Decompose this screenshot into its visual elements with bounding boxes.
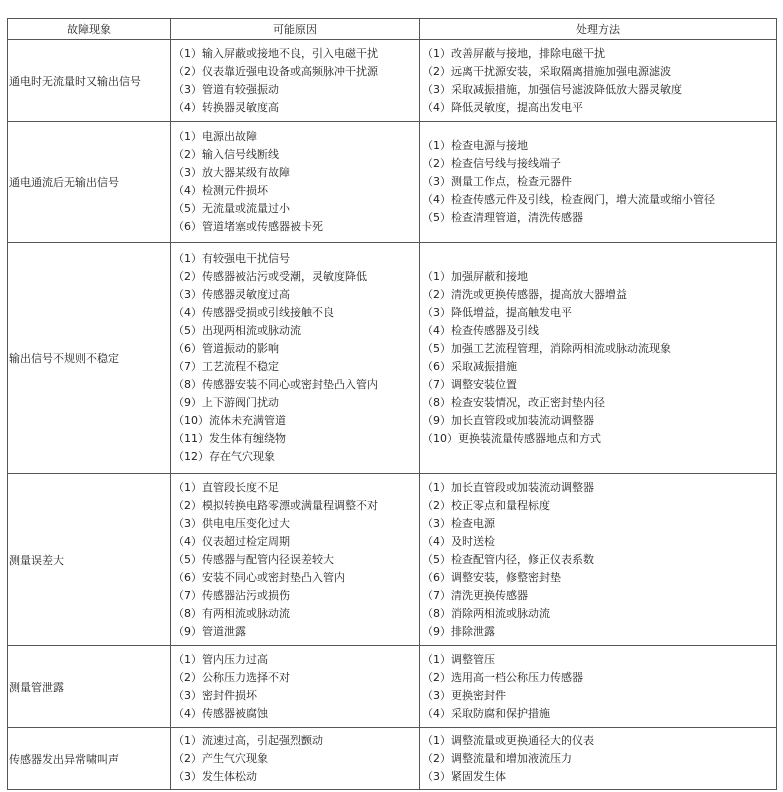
methods-cell (420, 122, 777, 243)
method-item: （5）检查配管内径，修正仪表系数 (422, 552, 594, 566)
method-item: （4）降低灵敏度，提高出发电平 (422, 100, 583, 114)
cause-item: （5）出现两相流或脉动流 (173, 324, 301, 337)
troubleshooting-table (7, 18, 777, 790)
cause-item: （5）传感器与配管内径误差较大 (173, 552, 334, 566)
method-item: （2）选用高一档公称压力传感器 (422, 670, 583, 684)
causes-cell (171, 243, 420, 474)
method-item: （2）清洗或更换传感器，提高放大器增益 (422, 288, 627, 301)
table-row (8, 243, 777, 474)
cause-item: （11）发生体有缠绕物 (173, 432, 286, 445)
cause-item: （2）产生气穴现象 (173, 751, 268, 765)
cause-item: （3）发生体松动 (173, 769, 257, 783)
method-item: （1）检查电源与接地 (422, 139, 528, 152)
cause-item: （4）检测元件损坏 (173, 184, 268, 197)
method-item: （3）测量工作点，检查元器件 (422, 175, 572, 188)
cause-item: （2）模拟转换电路零漂或满量程调整不对 (173, 498, 378, 512)
method-item: （9）加长直管段或加装流动调整器 (422, 414, 594, 427)
method-item: （3）更换密封件 (422, 688, 506, 702)
method-item: （5）加强工艺流程管理，消除两相流或脉动流现象 (422, 342, 671, 355)
cause-item: （2）传感器被沾污或受潮，灵敏度降低 (173, 270, 367, 283)
cause-item: （9）管道泄露 (173, 624, 246, 638)
methods-cell (420, 243, 777, 474)
methods-cell (420, 728, 777, 790)
method-item: （3）降低增益，提高触发电平 (422, 306, 572, 319)
cause-item: （2）公称压力选择不对 (173, 670, 290, 684)
method-item: （2）校正零点和量程标度 (422, 498, 550, 512)
method-item: （9）排除泄露 (422, 624, 495, 638)
method-item: （10）更换装流量传感器地点和方式 (422, 432, 601, 445)
method-item: （2）检查信号线与接线端子 (422, 157, 561, 170)
header-symptom: 故障现象 (8, 19, 171, 40)
symptom-cell: 通电时无流量时又输出信号 (8, 40, 171, 122)
cause-item: （4）转换器灵敏度高 (173, 100, 279, 114)
cause-item: （3）管道有较强振动 (173, 82, 279, 96)
cause-item: （9）上下游阀门扰动 (173, 396, 279, 409)
cause-item: （4）传感器被腐蚀 (173, 706, 268, 720)
method-item: （3）紧固发生体 (422, 769, 506, 783)
cause-item: （8）传感器安装不同心或密封垫凸入管内 (173, 378, 378, 391)
methods-cell (420, 474, 777, 646)
cause-item: （3）放大器某级有故障 (173, 166, 290, 179)
method-item: （7）清洗更换传感器 (422, 588, 528, 602)
cause-item: （1）管内压力过高 (173, 652, 268, 666)
method-item: （7）调整安装位置 (422, 378, 517, 391)
cause-item: （1）输入屏蔽或接地不良，引入电磁干扰 (173, 46, 378, 60)
symptom-cell: 传感器发出异常啸叫声 (8, 728, 171, 790)
cause-item: （2）仪表靠近强电设备或高频脉冲干扰源 (173, 64, 378, 78)
causes-cell (171, 646, 420, 728)
symptom-cell: 通电通流后无输出信号 (8, 122, 171, 243)
causes-cell (171, 122, 420, 243)
cause-item: （1）电源出故障 (173, 130, 257, 143)
cause-item: （6）安装不同心或密封垫凸入管内 (173, 570, 345, 584)
table-row (8, 40, 777, 122)
cause-item: （6）管道振动的影响 (173, 342, 279, 355)
method-item: （5）检查清理管道，清洗传感器 (422, 211, 583, 224)
methods-cell (420, 40, 777, 122)
method-item: （8）检查安装情况，改正密封垫内径 (422, 396, 605, 409)
table-row (8, 474, 777, 646)
cause-item: （8）有两相流或脉动流 (173, 606, 290, 620)
cause-item: （3）密封件损坏 (173, 688, 257, 702)
causes-cell (171, 474, 420, 646)
method-item: （2）调整流量和增加液流压力 (422, 751, 572, 765)
cause-item: （3）传感器灵敏度过高 (173, 288, 290, 301)
symptom-cell: 测量管泄露 (8, 646, 171, 728)
cause-item: （4）传感器受损或引线接触不良 (173, 306, 334, 319)
method-item: （1）调整流量或更换通径大的仪表 (422, 733, 594, 747)
cause-item: （10）流体未充满管道 (173, 414, 286, 427)
cause-item: （2）输入信号线断线 (173, 148, 279, 161)
symptom-cell: 测量误差大 (8, 474, 171, 646)
method-item: （8）消除两相流或脉动流 (422, 606, 550, 620)
causes-cell (171, 40, 420, 122)
cause-item: （4）仪表超过检定周期 (173, 534, 290, 548)
method-item: （6）调整安装，修整密封垫 (422, 570, 561, 584)
method-item: （1）调整管压 (422, 652, 495, 666)
method-item: （1）改善屏蔽与接地，排除电磁干扰 (422, 46, 605, 60)
cause-item: （1）流速过高，引起强烈颤动 (173, 733, 323, 747)
cause-item: （1）有较强电干扰信号 (173, 252, 290, 265)
method-item: （4）采取防腐和保护措施 (422, 706, 550, 720)
cause-item: （7）工艺流程不稳定 (173, 360, 279, 373)
header-row (8, 19, 777, 40)
symptom-cell: 输出信号不规则不稳定 (8, 243, 171, 474)
method-item: （6）采取减振措施 (422, 360, 517, 373)
cause-item: （1）直管段长度不足 (173, 480, 279, 494)
method-item: （4）及时送检 (422, 534, 495, 548)
methods-cell (420, 646, 777, 728)
table-row (8, 728, 777, 790)
method-item: （4）检查传感器及引线 (422, 324, 539, 337)
cause-item: （3）供电电压变化过大 (173, 516, 290, 530)
causes-cell (171, 728, 420, 790)
table-row (8, 122, 777, 243)
cause-item: （12）存在气穴现象 (173, 450, 275, 463)
table-row (8, 646, 777, 728)
cause-item: （6）管道堵塞或传感器被卡死 (173, 220, 323, 233)
method-item: （4）检查传感元件及引线，检查阀门，增大流量或缩小管径 (422, 193, 715, 206)
cause-item: （7）传感器沾污或损伤 (173, 588, 290, 602)
method-item: （1）加强屏蔽和接地 (422, 270, 528, 283)
header-causes: 可能原因 (171, 19, 420, 40)
cause-item: （5）无流量或流量过小 (173, 202, 290, 215)
header-methods: 处理方法 (420, 19, 777, 40)
method-item: （3）采取减振措施，加强信号滤波降低放大器灵敏度 (422, 82, 682, 96)
method-item: （1）加长直管段或加装流动调整器 (422, 480, 594, 494)
method-item: （2）远离干扰源安装，采取隔离措施加强电源滤波 (422, 64, 671, 78)
method-item: （3）检查电源 (422, 516, 495, 530)
